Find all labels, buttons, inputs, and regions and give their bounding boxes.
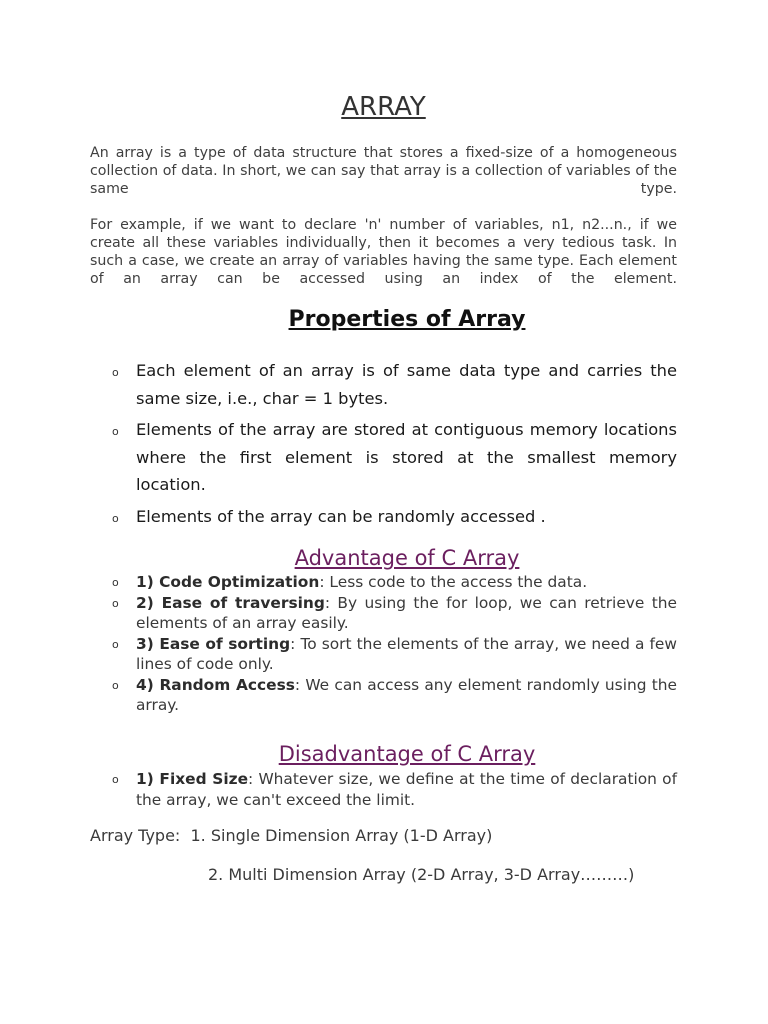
bullet-icon: o [112,425,119,438]
bullet-icon: o [112,596,119,610]
properties-heading: Properties of Array [288,307,526,332]
properties-list [90,357,677,534]
advantage-term: 2) Ease of traversing [136,593,325,612]
property-text: Elements of the array are stored at contiguous memory locations where the first element is stored at the smallest memory location. [136,420,677,494]
advantages-list [90,572,677,716]
advantage-term: 3) Ease of sorting [136,634,291,653]
list-item [90,357,677,412]
disadvantage-text: : Whatever size, we define at the time of declaration of the array, we can't exceed the limit. [136,770,677,809]
page-title: ARRAY [341,92,426,122]
advantage-text: : Less code to the access the data. [319,573,588,591]
array-type-line-1: Array Type: 1. Single Dimension Array (1-D Array) [90,826,493,845]
bullet-icon: o [112,576,119,589]
intro-paragraph-2: For example, if we want to declare 'n' number of variables, n1, n2...n., if we create all these variables individually, then it becomes a very tedious task. In such a case, we create an array of variables having the same type. Each element of an array can be accessed using an index of the element. [90,217,677,287]
disadvantages-list [90,769,677,810]
bullet-icon: o [112,366,119,379]
list-item [90,503,677,531]
advantage-text: : We can access any element randomly using the array. [136,675,677,714]
list-item [90,416,677,499]
advantage-text: : To sort the elements of the array, we need a few lines of code only. [136,634,677,673]
advantage-term: 1) Code Optimization [136,573,320,591]
disadvantages-heading: Disadvantage of C Array [278,742,536,766]
advantage-text: : By using the for loop, we can retrieve the elements of an array easily. [136,593,678,632]
advantage-term: 4) Random Access [136,675,295,694]
property-text: Each element of an array is of same data type and carries the same size, i.e., char = 1 bytes. [136,361,677,408]
array-type-line-2: 2. Multi Dimension Array (2-D Array, 3-D Array………) [208,865,635,884]
advantages-heading: Advantage of C Array [294,546,520,570]
disadvantage-term: 1) Fixed Size [136,770,249,788]
bullet-icon: o [112,637,119,651]
list-item [90,634,677,675]
list-item [90,675,677,716]
bullet-icon: o [112,773,119,786]
intro-paragraph-1: An array is a type of data structure that stores a fixed-size of a homogeneous collection of data. In short, we can say that array is a collection of variables of the same type. [90,145,677,197]
list-item [90,769,677,810]
list-item [90,572,677,593]
bullet-icon: o [112,511,119,525]
property-text: Elements of the array can be randomly accessed . [136,506,546,526]
bullet-icon: o [112,678,119,692]
list-item [90,593,677,634]
